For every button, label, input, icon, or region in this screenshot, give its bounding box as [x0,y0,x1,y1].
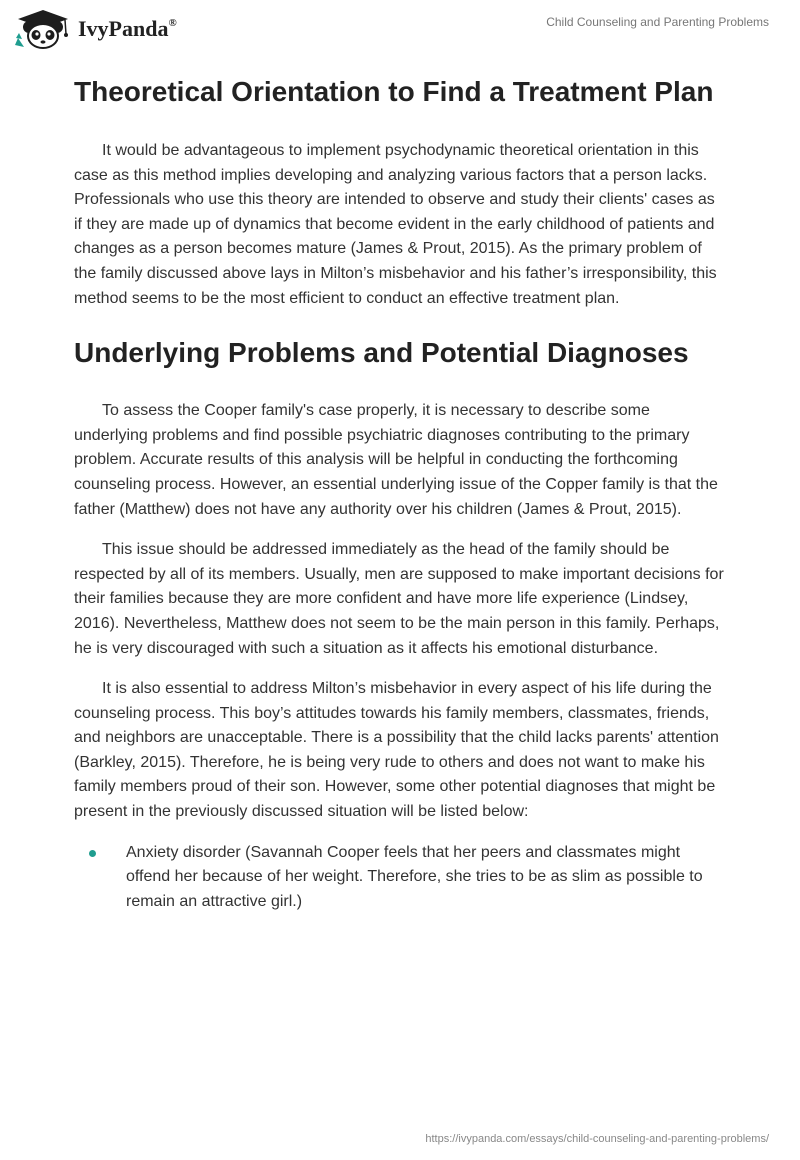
bullet-dot-icon [89,850,96,857]
panda-graduate-icon [14,8,72,50]
page-header [0,0,800,60]
section-heading: Theoretical Orientation to Find a Treatment Plan [74,76,714,107]
footer-url[interactable]: https://ivypanda.com/essays/child-counseling-and-parenting-problems/ [425,1133,769,1145]
diagnosis-list [74,841,726,915]
document-title: Child Counseling and Parenting Problems [546,15,769,29]
brand-name: IvyPanda® [78,16,177,41]
paragraph: It is also essential to address Milton’s misbehavior in every aspect of his life during the counseling process. This boy’s attitudes towards his family members, classmates, friends, and neighbors are unacceptable. There is a possibility that the child lacks parents' attention (Barkley, 2015). Therefore, he is being very rude to others and does not want to make his family members proud of their son. However, some other potential diagnoses that might be present in the previously discussed situation will be listed below: [74,680,719,821]
section-heading: Underlying Problems and Potential Diagnoses [74,337,689,369]
list-item [74,841,726,915]
logo[interactable] [14,8,177,50]
paragraph: It would be advantageous to implement psychodynamic theoretical orientation in this case as this method implies developing and analyzing various factors that a person lacks. Professionals who use this theory are intended to observe and study their clients' cases as if they are made up of dynamics that become evident in the early childhood of patients and changes as a person becomes mature (James & Prout, 2015). As the primary problem of the family discussed above lays in Milton’s misbehavior and his father’s irresponsibility, this method seems to be the most efficient to conduct an effective treatment plan. [74,142,717,307]
paragraph: To assess the Cooper family's case properly, it is necessary to describe some underlying problems and find possible psychiatric diagnoses contributing to the primary problem. Accurate results of this analysis will be helpful in conducting the forthcoming counseling process. However, an essential underlying issue of the Copper family is that the father (Matthew) does not have any authority over his children (James & Prout, 2015). [74,402,718,518]
article-body [74,72,726,914]
paragraph: This issue should be addressed immediately as the head of the family should be respected by all of its members. Usually, men are supposed to make important decisions for their families because they are more confident and have more life experience (Lindsey, 2016). Nevertheless, Matthew does not seem to be the main person in this family. Perhaps, he is very discouraged with such a situation as it affects his emotional disturbance. [74,541,724,657]
list-item-text: Anxiety disorder (Savannah Cooper feels that her peers and classmates might offend her because of her weight. Therefore, she tries to be as slim as possible to remain an attractive girl.) [126,843,703,910]
